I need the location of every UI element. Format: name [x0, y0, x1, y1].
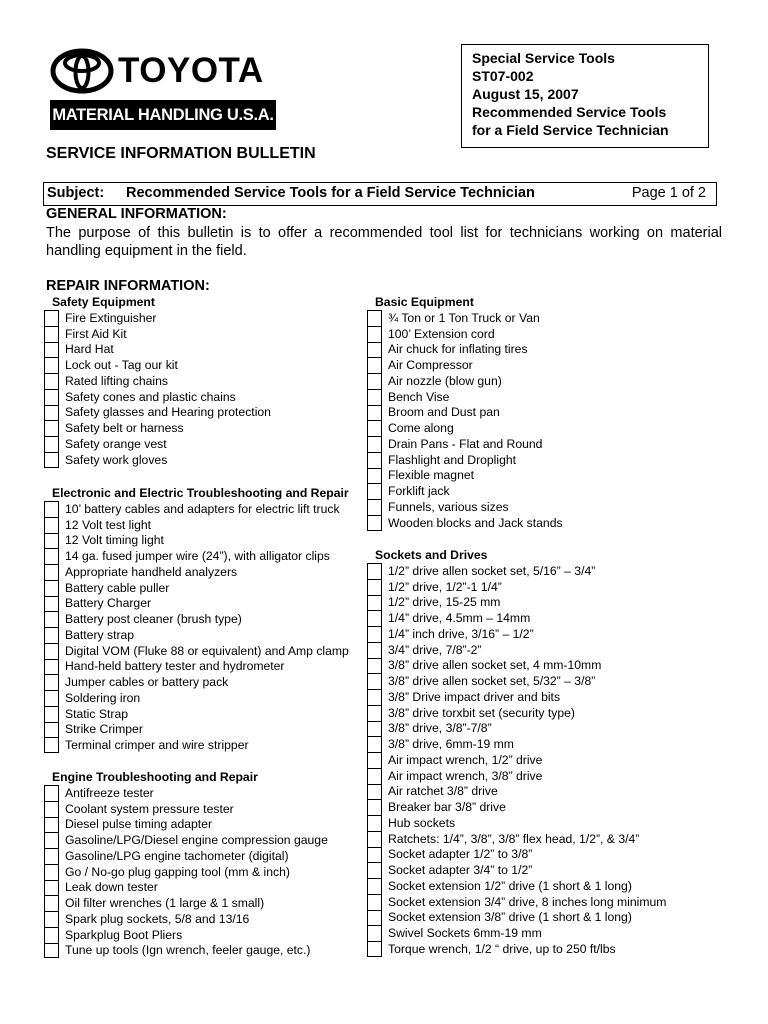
checkbox[interactable]: [44, 880, 59, 896]
checklist-item-label: Come along: [388, 421, 454, 436]
checkbox[interactable]: [44, 389, 59, 405]
checkbox[interactable]: [44, 643, 59, 659]
checkbox[interactable]: [367, 468, 382, 484]
checklist-item-label: Safety glasses and Hearing protection: [65, 405, 271, 420]
section-title-sockets: Sockets and Drives: [375, 548, 488, 562]
checklist-item: [367, 878, 666, 894]
checklist-item: [367, 642, 666, 658]
checklist-item-label: 3/8” drive allen socket set, 5/32” – 3/8”: [388, 674, 596, 689]
checklist-item-label: Gasoline/LPG engine tachometer (digital): [65, 848, 289, 863]
checklist-item: [367, 595, 666, 611]
checkbox[interactable]: [367, 373, 382, 389]
checklist-item-label: Terminal crimper and wire stripper: [65, 738, 249, 753]
checklist-item: [44, 420, 271, 436]
checklist-item-label: 3/8” Drive impact driver and bits: [388, 689, 561, 704]
checklist-item: [367, 452, 563, 468]
checkbox[interactable]: [44, 342, 59, 358]
checkbox[interactable]: [44, 706, 59, 722]
checklist-item: [367, 420, 563, 436]
checkbox[interactable]: [367, 579, 382, 595]
checkbox[interactable]: [367, 610, 382, 626]
repair-heading: REPAIR INFORMATION:: [46, 278, 210, 294]
checklist-item: [367, 941, 666, 957]
checkbox[interactable]: [44, 310, 59, 326]
checklist-item-label: 1/4” drive, 4.5mm – 14mm: [388, 611, 531, 626]
checklist-item-label: Gasoline/LPG/Diesel engine compression gauge: [65, 833, 328, 848]
checklist-basic: [367, 310, 563, 531]
subject-text: Recommended Service Tools for a Field Service Technician: [126, 185, 535, 201]
checklist-item-label: Socket extension 3/8” drive (1 short & 1 long): [388, 910, 632, 925]
checklist-item-label: Breaker bar 3/8” drive: [388, 800, 506, 815]
checkbox[interactable]: [367, 483, 382, 499]
checklist-item: [44, 357, 271, 373]
checklist-item: [367, 784, 666, 800]
checkbox[interactable]: [44, 927, 59, 943]
checklist-item: [44, 659, 349, 675]
checklist-item-label: Lock out - Tag our kit: [65, 358, 178, 373]
checklist-item: [44, 674, 349, 690]
checklist-item: [44, 722, 349, 738]
checkbox[interactable]: [367, 357, 382, 373]
checkbox[interactable]: [44, 548, 59, 564]
checklist-item-label: Socket adapter 3/4” to 1/2”: [388, 863, 533, 878]
info-line: August 15, 2007: [472, 86, 579, 102]
checklist-item-label: Air nozzle (blow gun): [388, 373, 502, 388]
checklist-item: [367, 310, 563, 326]
checkbox[interactable]: [44, 895, 59, 911]
checklist-item-label: Leak down tester: [65, 880, 158, 895]
checkbox[interactable]: [44, 533, 59, 549]
checklist-item-label: 1/2” drive allen socket set, 5/16” – 3/4”: [388, 563, 596, 578]
checklist-item: [44, 864, 328, 880]
checklist-item: [367, 862, 666, 878]
checklist-item-label: Air impact wrench, 1/2” drive: [388, 752, 543, 767]
checklist-item: [44, 310, 271, 326]
checklist-item: [44, 690, 349, 706]
checkbox[interactable]: [367, 499, 382, 515]
checklist-item-label: Air ratchet 3/8” drive: [388, 784, 498, 799]
checklist-item-label: Digital VOM (Fluke 88 or equivalent) and Amp clamp: [65, 643, 349, 658]
checkbox[interactable]: [44, 832, 59, 848]
checklist-item: [367, 626, 666, 642]
checklist-item-label: Battery post cleaner (brush type): [65, 612, 242, 627]
checklist-item: [44, 517, 349, 533]
checkbox[interactable]: [367, 925, 382, 941]
checklist-item: [44, 817, 328, 833]
checkbox[interactable]: [367, 815, 382, 831]
checklist-item-label: Static Strap: [65, 706, 128, 721]
section-title-electrical: Electronic and Electric Troubleshooting and Repair: [52, 486, 349, 500]
checklist-item: [44, 342, 271, 358]
toyota-logo: [50, 46, 276, 130]
toyota-emblem-icon: [50, 48, 114, 94]
checklist-item-label: Flexible magnet: [388, 468, 475, 483]
checkbox[interactable]: [44, 848, 59, 864]
checklist-item-label: Bench Vise: [388, 389, 450, 404]
checkbox[interactable]: [367, 673, 382, 689]
checklist-item-label: ¾ Ton or 1 Ton Truck or Van: [388, 310, 540, 325]
checklist-item: [367, 389, 563, 405]
checklist-item-label: Strike Crimper: [65, 722, 143, 737]
checkbox[interactable]: [367, 563, 382, 579]
checklist-item-label: Swivel Sockets 6mm-19 mm: [388, 926, 542, 941]
general-heading: GENERAL INFORMATION:: [46, 206, 227, 222]
checklist-item-label: Go / No-go plug gapping tool (mm & inch): [65, 864, 290, 879]
checklist-item-label: Soldering iron: [65, 690, 141, 705]
checklist-item-label: Flashlight and Droplight: [388, 452, 517, 467]
checkbox[interactable]: [44, 501, 59, 517]
checklist-item-label: Air Compressor: [388, 358, 473, 373]
checkbox[interactable]: [367, 515, 382, 531]
general-text: The purpose of this bulletin is to offer a recommended tool list for technicians working on material handling equipment in the field.: [46, 225, 722, 259]
checkbox[interactable]: [44, 911, 59, 927]
bulletin-title: SERVICE INFORMATION BULLETIN: [46, 145, 316, 162]
checkbox[interactable]: [44, 864, 59, 880]
checkbox[interactable]: [44, 357, 59, 373]
checklist-item-label: 3/8” drive, 6mm-19 mm: [388, 737, 514, 752]
checklist-item-label: Torque wrench, 1/2 “ drive, up to 250 ft/lbs: [388, 941, 616, 956]
checkbox[interactable]: [44, 596, 59, 612]
checklist-item: [367, 705, 666, 721]
checklist-item-label: Hand-held battery tester and hydrometer: [65, 659, 285, 674]
checklist-electrical: [44, 501, 349, 753]
checklist-item: [44, 501, 349, 517]
checklist-item-label: Safety work gloves: [65, 452, 168, 467]
checklist-item-label: Oil filter wrenches (1 large & 1 small): [65, 896, 265, 911]
checklist-item-label: 1/2” drive, 1/2”-1 1/4”: [388, 579, 502, 594]
checklist-item-label: Ratchets: 1/4”, 3/8”, 3/8” flex head, 1/2”, & 3/4”: [388, 831, 640, 846]
checklist-item: [44, 832, 328, 848]
checklist-engine: [44, 785, 328, 958]
checklist-item: [44, 943, 328, 959]
checkbox[interactable]: [367, 768, 382, 784]
checklist-item: [44, 548, 349, 564]
checklist-item-label: Coolant system pressure tester: [65, 801, 234, 816]
checklist-item: [44, 533, 349, 549]
checklist-item: [367, 752, 666, 768]
checklist-item: [367, 689, 666, 705]
checklist-item: [44, 389, 271, 405]
checkbox[interactable]: [44, 405, 59, 421]
checklist-item: [367, 342, 563, 358]
checkbox[interactable]: [367, 941, 382, 957]
info-line: Special Service Tools: [472, 50, 615, 66]
checkbox[interactable]: [367, 878, 382, 894]
checklist-item: [367, 847, 666, 863]
checklist-item-label: 3/4” drive, 7/8”-2”: [388, 642, 482, 657]
division-banner: MATERIAL HANDLING U.S.A.: [50, 100, 276, 130]
checkbox[interactable]: [367, 736, 382, 752]
checklist-item: [44, 848, 328, 864]
brand-wordmark: TOYOTA: [118, 51, 264, 90]
checkbox[interactable]: [367, 831, 382, 847]
checklist-item-label: Tune up tools (Ign wrench, feeler gauge, etc.): [65, 943, 311, 958]
checkbox[interactable]: [367, 310, 382, 326]
checkbox[interactable]: [367, 405, 382, 421]
checklist-item: [44, 326, 271, 342]
checklist-item-label: Socket adapter 1/2” to 3/8”: [388, 847, 533, 862]
checkbox[interactable]: [44, 690, 59, 706]
checklist-item: [367, 658, 666, 674]
checklist-item: [367, 515, 563, 531]
checklist-item: [367, 610, 666, 626]
info-line: Recommended Service Tools: [472, 104, 667, 120]
checklist-item-label: Air chuck for inflating tires: [388, 342, 528, 357]
checkbox[interactable]: [367, 799, 382, 815]
checkbox[interactable]: [367, 420, 382, 436]
checklist-item: [367, 815, 666, 831]
page-indicator: Page 1 of 2: [631, 185, 706, 201]
checkbox[interactable]: [367, 689, 382, 705]
checklist-item: [44, 895, 328, 911]
info-line: for a Field Service Technician: [472, 122, 669, 138]
checklist-item: [44, 785, 328, 801]
checklist-item: [367, 736, 666, 752]
checklist-item: [44, 880, 328, 896]
checklist-item-label: Spark plug sockets, 5/8 and 13/16: [65, 911, 250, 926]
checkbox[interactable]: [367, 326, 382, 342]
checkbox[interactable]: [44, 801, 59, 817]
checkbox[interactable]: [367, 721, 382, 737]
checklist-item: [367, 799, 666, 815]
checklist-item: [367, 831, 666, 847]
checklist-item-label: Appropriate handheld analyzers: [65, 564, 238, 579]
checkbox[interactable]: [44, 943, 59, 959]
subject-box: [43, 182, 717, 206]
checklist-item-label: 3/8” drive torxbit set (security type): [388, 705, 575, 720]
checklist-item: [44, 564, 349, 580]
checklist-item: [44, 436, 271, 452]
checklist-item: [367, 910, 666, 926]
checklist-item: [367, 499, 563, 515]
checklist-item: [367, 373, 563, 389]
subject-label: Subject:: [47, 185, 105, 201]
bulletin-info-box: [461, 44, 709, 148]
checklist-item-label: 10’ battery cables and adapters for electric lift truck: [65, 501, 340, 516]
checkbox[interactable]: [44, 436, 59, 452]
checkbox[interactable]: [44, 785, 59, 801]
checklist-item-label: Funnels, various sizes: [388, 499, 509, 514]
checklist-item-label: Wooden blocks and Jack stands: [388, 515, 563, 530]
checkbox[interactable]: [367, 910, 382, 926]
checklist-item: [44, 737, 349, 753]
checklist-item-label: Socket extension 3/4” drive, 8 inches long minimum: [388, 894, 667, 909]
checklist-item: [44, 611, 349, 627]
checklist-item-label: Battery Charger: [65, 596, 152, 611]
checklist-item-label: Jumper cables or battery pack: [65, 675, 229, 690]
checklist-safety: [44, 310, 271, 468]
checklist-item: [367, 405, 563, 421]
checklist-item: [44, 627, 349, 643]
checklist-item: [367, 483, 563, 499]
checkbox[interactable]: [44, 722, 59, 738]
checklist-item: [367, 436, 563, 452]
checklist-item-label: Battery cable puller: [65, 580, 170, 595]
checkbox[interactable]: [44, 564, 59, 580]
checklist-item-label: Sparkplug Boot Pliers: [65, 927, 183, 942]
checklist-item: [44, 373, 271, 389]
checklist-item: [44, 911, 328, 927]
checklist-item: [44, 596, 349, 612]
checklist-item-label: Fire Extinguisher: [65, 310, 157, 325]
checkbox[interactable]: [367, 658, 382, 674]
checklist-item: [44, 643, 349, 659]
checklist-item-label: Antifreeze tester: [65, 785, 154, 800]
section-title-engine: Engine Troubleshooting and Repair: [52, 770, 258, 784]
checklist-sockets: [367, 563, 666, 957]
checklist-item: [44, 706, 349, 722]
checklist-item-label: Forklift jack: [388, 484, 450, 499]
checkbox[interactable]: [367, 452, 382, 468]
checklist-item: [367, 468, 563, 484]
checklist-item-label: First Aid Kit: [65, 326, 127, 341]
checklist-item-label: 1/2” drive, 15-25 mm: [388, 595, 501, 610]
checklist-item-label: Rated lifting chains: [65, 373, 168, 388]
checkbox[interactable]: [367, 595, 382, 611]
checkbox[interactable]: [367, 342, 382, 358]
checklist-item: [367, 563, 666, 579]
section-title-basic: Basic Equipment: [375, 295, 474, 309]
checkbox[interactable]: [44, 627, 59, 643]
checkbox[interactable]: [367, 642, 382, 658]
checkbox[interactable]: [44, 659, 59, 675]
section-title-safety: Safety Equipment: [52, 295, 155, 309]
checklist-item: [367, 673, 666, 689]
checklist-item-label: Hub sockets: [388, 815, 456, 830]
checkbox[interactable]: [367, 436, 382, 452]
checkbox[interactable]: [44, 817, 59, 833]
checklist-item-label: Drain Pans - Flat and Round: [388, 436, 543, 451]
info-line: ST07-002: [472, 68, 534, 84]
checkbox[interactable]: [367, 894, 382, 910]
checkbox[interactable]: [44, 611, 59, 627]
checklist-item-label: Air impact wrench, 3/8” drive: [388, 768, 543, 783]
checklist-item: [44, 452, 271, 468]
checklist-item: [44, 801, 328, 817]
checklist-item-label: Broom and Dust pan: [388, 405, 500, 420]
checklist-item-label: 3/8” drive allen socket set, 4 mm-10mm: [388, 658, 602, 673]
checklist-item-label: Hard Hat: [65, 342, 114, 357]
checkbox[interactable]: [44, 580, 59, 596]
checkbox[interactable]: [44, 737, 59, 753]
checklist-item-label: Battery strap: [65, 627, 135, 642]
checklist-item: [367, 326, 563, 342]
checklist-item: [367, 579, 666, 595]
checklist-item-label: Socket extension 1/2” drive (1 short & 1 long): [388, 878, 632, 893]
checklist-item: [367, 721, 666, 737]
checklist-item-label: 12 Volt test light: [65, 517, 152, 532]
checklist-item-label: Safety orange vest: [65, 436, 167, 451]
checkbox[interactable]: [367, 862, 382, 878]
checkbox[interactable]: [44, 326, 59, 342]
checklist-item-label: Safety cones and plastic chains: [65, 389, 236, 404]
checklist-item-label: Safety belt or harness: [65, 421, 184, 436]
checkbox[interactable]: [367, 626, 382, 642]
checkbox[interactable]: [367, 389, 382, 405]
checkbox[interactable]: [44, 452, 59, 468]
checklist-item-label: 12 Volt timing light: [65, 533, 164, 548]
checklist-item-label: 1/4” inch drive, 3/16” – 1/2”: [388, 626, 534, 641]
checklist-item-label: Diesel pulse timing adapter: [65, 817, 213, 832]
checklist-item-label: 14 ga. fused jumper wire (24”), with alligator clips: [65, 549, 330, 564]
checkbox[interactable]: [44, 420, 59, 436]
checkbox[interactable]: [367, 705, 382, 721]
checkbox[interactable]: [367, 752, 382, 768]
checklist-item-label: 3/8” drive, 3/8”-7/8”: [388, 721, 492, 736]
checklist-item: [44, 580, 349, 596]
checklist-item: [44, 405, 271, 421]
checkbox[interactable]: [44, 517, 59, 533]
checklist-item: [367, 925, 666, 941]
checkbox[interactable]: [44, 373, 59, 389]
checkbox[interactable]: [367, 847, 382, 863]
checklist-item: [367, 768, 666, 784]
checklist-item: [44, 927, 328, 943]
checkbox[interactable]: [367, 784, 382, 800]
checkbox[interactable]: [44, 674, 59, 690]
checklist-item: [367, 894, 666, 910]
checklist-item: [367, 357, 563, 373]
checklist-item-label: 100’ Extension cord: [388, 326, 495, 341]
